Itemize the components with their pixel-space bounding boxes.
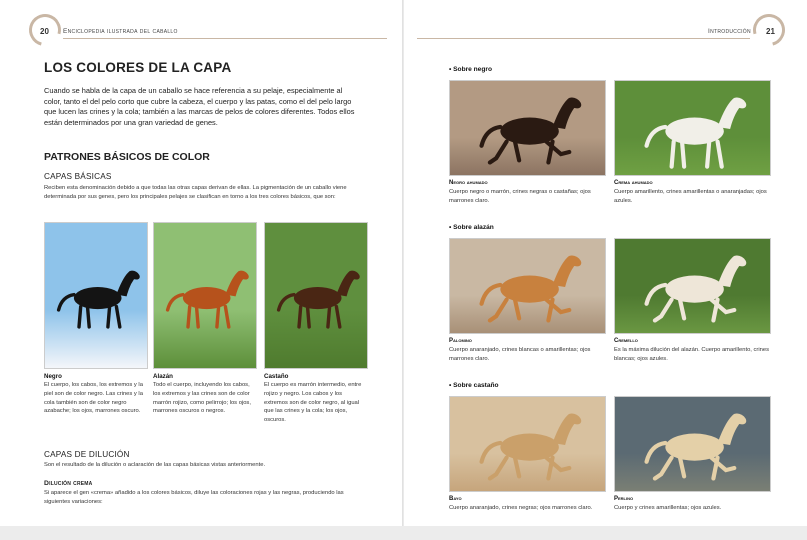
- dilution-1-1-name: Negro ahumado: [449, 180, 488, 186]
- basic-coat-1-name: Negro: [44, 373, 62, 380]
- dilution-group-label: • Sobre alazán: [449, 224, 494, 231]
- section-title: PATRONES BÁSICOS DE COLOR: [44, 151, 210, 163]
- dilution-text: Son el resultado de la dilución o aclaración de las capas básicas vistas anteriormente.: [44, 462, 266, 468]
- dilution-2-1-name: Palomino: [449, 338, 472, 344]
- horse-illustration: [154, 223, 256, 369]
- horse-illustration: [615, 397, 770, 492]
- left-running-title: Enciclopedia ilustrada del caballo: [63, 28, 178, 35]
- dilution-2-2-photo: [614, 238, 771, 334]
- dilution-3-1-name: Bayo: [449, 496, 462, 502]
- dilution-2-2-description: Es la máxima dilución del alazán. Cuerpo amarillento, crines blancas; ojos azules.: [614, 347, 769, 362]
- basic-coat-2-photo: [153, 222, 257, 369]
- horse-illustration: [450, 81, 605, 176]
- cream-dilution-text: Si aparece el gen «crema» añadido a los colores básicos, diluye las coloraciones rojas y las negras, produciendo las siguientes variaciones:: [44, 490, 344, 505]
- basic-coat-1-description: El cuerpo, los cabos, los extremos y la piel son de color negro. Las crines y la cola también son de color negro azabache; los ojos, marrones oscuro.: [44, 382, 143, 415]
- page-title: LOS COLORES DE LA CAPA: [44, 60, 232, 75]
- left-header-rule: [63, 38, 387, 39]
- basic-coat-3-photo: [264, 222, 368, 369]
- basic-coat-2-caption: [153, 372, 255, 416]
- dilution-3-1-caption: [449, 495, 609, 513]
- horse-illustration: [450, 397, 605, 492]
- basic-coat-1-caption: [44, 372, 146, 416]
- dilution-1-2-description: Cuerpo amarillento, crines amarillentas o anaranjadas; ojos azules.: [614, 189, 767, 204]
- dilution-1-2-caption: [614, 179, 774, 205]
- horse-illustration: [265, 223, 367, 369]
- horse-illustration: [615, 81, 770, 176]
- basic-coat-2-description: Todo el cuerpo, incluyendo los cabos, los extremos y las crines son de color marrón rojizo, como pelirrojo; los ojos, marrones oscuros o negros.: [153, 382, 251, 415]
- dilution-3-1-photo: [449, 396, 606, 492]
- dilution-2-2-name: Cremello: [614, 338, 638, 344]
- book-gutter: [402, 0, 404, 527]
- dilution-1-1-caption: [449, 179, 609, 205]
- basic-coat-3-description: El cuerpo es marrón intermedio, entre rojizo y negro. Los cabos y los extremos son de color negro, al igual que las crines y la cola; los ojos, oscuros.: [264, 382, 362, 424]
- basic-coats-text: Reciben esta denominación debido a que todas las otras capas derivan de ellas. La pigmentación de un caballo viene determinada por sus genes, pero los principales pelajes se clasifican en torno a los tres colores básicos, que son:: [44, 185, 347, 200]
- dilution-3-2-description: Cuerpo y crines amarillentas; ojos azules.: [614, 505, 722, 511]
- left-page-number: 20: [40, 27, 49, 36]
- basic-coats-heading: CAPAS BÁSICAS: [44, 172, 112, 181]
- basic-coat-3-caption: [264, 372, 366, 425]
- dilution-2-2-caption: [614, 337, 774, 363]
- dilution-2-1-caption: [449, 337, 609, 363]
- dilution-1-1-description: Cuerpo negro o marrón, crines negras o castañas; ojos marrones claro.: [449, 189, 591, 204]
- horse-illustration: [450, 239, 605, 334]
- dilution-3-2-name: Perlino: [614, 496, 634, 502]
- dilution-1-1-photo: [449, 80, 606, 176]
- dilution-1-2-photo: [614, 80, 771, 176]
- basic-coat-2-name: Alazán: [153, 373, 173, 380]
- dilution-3-1-description: Cuerpo anaranjado, crines negras; ojos marrones claro.: [449, 505, 593, 511]
- basic-coat-3-name: Castaño: [264, 373, 289, 380]
- right-running-title: Introducción: [708, 28, 751, 35]
- horse-illustration: [615, 239, 770, 334]
- page-bottom-edge: [0, 526, 807, 540]
- dilution-2-1-description: Cuerpo anaranjado, crines blancas o amarillentas; ojos marrones claro.: [449, 347, 591, 362]
- dilution-group-label: • Sobre castaño: [449, 382, 499, 389]
- dilution-3-2-caption: [614, 495, 774, 513]
- dilution-2-1-photo: [449, 238, 606, 334]
- basic-coat-1-photo: [44, 222, 148, 369]
- intro-paragraph: Cuando se habla de la capa de un caballo se hace referencia a su pelaje, especialmente al color, tanto el del pelo corto que cubre la cabeza, el cuerpo y las patas, como el del pelo largo que lucen las crines y la cola; también a las marcas de pelos de colores diferentes. Todos ellos están determinados por una gran variedad de genes.: [44, 86, 355, 127]
- dilution-heading: CAPAS DE DILUCIÓN: [44, 450, 130, 459]
- right-page-number: 21: [766, 27, 775, 36]
- horse-illustration: [45, 223, 147, 369]
- cream-dilution-heading: Dilución crema: [44, 480, 93, 487]
- dilution-group-label: • Sobre negro: [449, 66, 492, 73]
- dilution-1-2-name: Crema ahumado: [614, 180, 653, 186]
- dilution-3-2-photo: [614, 396, 771, 492]
- right-header-rule: [417, 38, 750, 39]
